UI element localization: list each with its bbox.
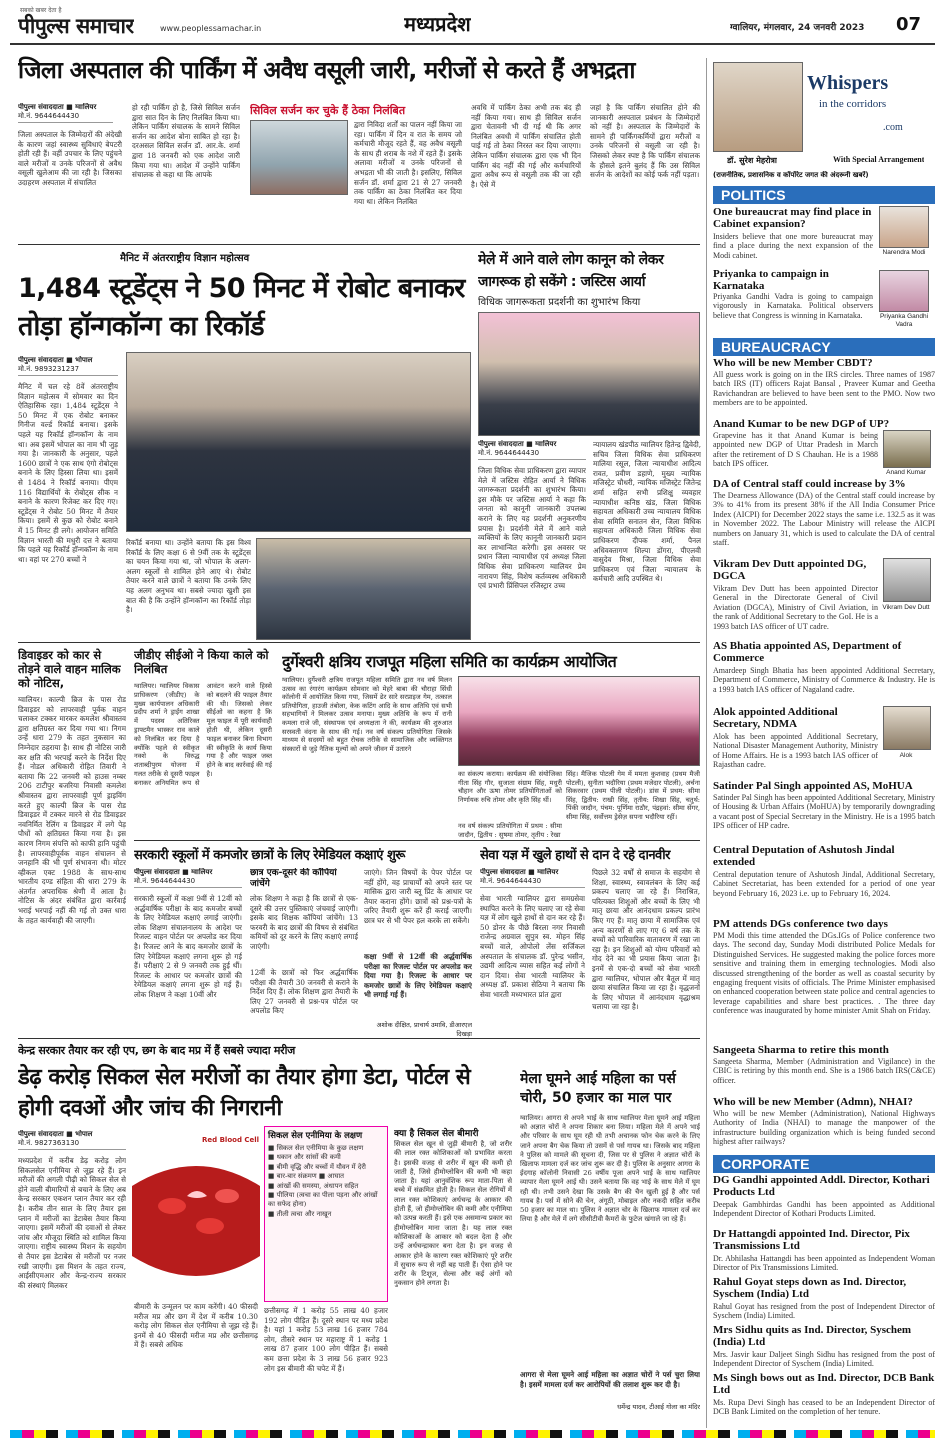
bureaucracy-header: BUREAUCRACY — [713, 338, 935, 356]
women-group-photo — [458, 676, 700, 766]
p2-head: Priyanka to campaign in Karnataka — [713, 268, 829, 292]
divider — [18, 244, 700, 245]
story1-byline — [18, 103, 113, 125]
story7-col3: 12वीं के छात्रों को फिर अर्द्धवार्षिक परीक्षा की तैयारी 30 जनवरी से कराने के निर्देश दिए हैं। लोक शिक्षण द्वारा तैयारी के लिए 27 जनवरी से प्रश्न-पत्र पोर्टल पर अपलोड किए — [250, 968, 358, 1016]
sickle-right-head: क्या है सिकल सेल बीमारी — [394, 1129, 479, 1139]
story8-col2: पिछले 32 वर्षों से समाज के सहयोग से शिक्षा, स्वास्थ्य, स्वावलंबन के लिए कई प्रकल्प चलाए जा रहे हैं। निराश्रित, परित्यक्त शिशुओं और बच्चों के लिए भी मातृ छाया और आनंदधाम प्रकल्प प्रारंभ किए गए हैं। मातृ छाया में सामाजिक एवं अन्य कारणों से लाए गए 6 वर्ष तक के बच्चों को पारिवारिक वातावरण में रखा जा रहा है। इन शिशुओं को योग्य परिवारों को गोद देने का भी प्रयास किया जाता है। इनमें से एक-दो बच्चों को सेवा भारती द्वारा ग्वालियर, भोपाल और बैतूल में मातृ छाया संचालित किया जा रहा है। वृद्धजनों के लिए भोपाल में आनंदधाम वृद्धाश्रम चलाया जा रहा है। — [592, 868, 700, 1012]
story6-headline: दुर्गेश्वरी क्षत्रिय राजपूत महिला समिति का कार्यक्रम आयोजित — [282, 652, 617, 671]
byline-mobile: मो.नं. 9644644430 — [18, 112, 113, 123]
c3-head: Rahul Goyat steps down as Ind. Director, Syschem (India) Ltd — [713, 1276, 907, 1300]
b6-body: Alok has been appointed Additional Secretary, National Disaster Management Authority, Ministry of Home Affairs. He is a 1993 batch IAS officer of Rajasthan cadre. — [713, 732, 878, 770]
b10-head: Sangeeta Sharma to retire this month — [713, 1044, 889, 1056]
story1-col4: अवधि में पार्किंग ठेका अभी तक बंद ही नहीं किया गया। साथ ही सिविल सर्जन द्वारा चेतावनी भी दी गई थी कि अगर निलंबित अवधी में पार्किंग संचालित होती पाई गई तो ठेका निरस्त कर दिया जाएगा। लेकिन पार्किंग संचालक द्वारा एक भी दिन पार्किंग बंद नहीं की गई और कर्मचारियों द्वारा अवैध रूप से वसूली तक की जा रही है। ऐसे में — [471, 103, 581, 189]
symptom-item: ■ बीमी वृद्धि और बच्चों में यौवन में देरी — [268, 1162, 366, 1171]
alok-photo — [883, 706, 931, 750]
story2-kicker: मैनिट में अंतरराष्ट्रीय विज्ञान महोत्सव — [120, 253, 250, 264]
b5-body: Amardeep Singh Bhatia has been appointed Additional Secretary, Department of Commerce, Ministry of Commerce & Industry. He is a 1993 batch IAS officer of Nagaland cadre. — [713, 666, 935, 694]
c1-head: DG Gandhi appointed Addl. Director, Kothari Products Ltd — [713, 1174, 930, 1198]
story6-result: नव वर्ष संकल्प प्रतियोगिता में प्रथम : सीमा जादौन, द्वितीय : सुषमा तोमर, तृतीय : रेखा — [458, 822, 562, 839]
story10-quote-by: धर्मेन्द्र यादव, टीआई गोला का मंदिर — [617, 1403, 700, 1411]
story9-mid1: बीमारी के उन्मूलन पर काम करेंगी। 40 फीसदी मरीज मप्र और छग में देश में करीब 10.30 करोड़ लोग सिकल सेल एनीमिया से जूझ रहे हैं। इनमें से 40 फीसदी मरीज मप्र और छत्तीसगढ़ में हैं। सबसे अधिक — [134, 1302, 258, 1350]
b7-body: Satinder Pal Singh has been appointed Additional Secretary, Ministry of Housing & Urban Affairs (MoHUA) by temporarily downgrading a vacant post of Special Secretary in the Ministry. He is a 1995 batch IPS officer of HP cadre. — [713, 793, 935, 831]
website-link[interactable]: www.peoplessamachar.in — [160, 24, 262, 33]
symptoms-list — [268, 1144, 384, 1219]
story9-kicker: केन्द्र सरकार तैयार कर रही एप, छग के बाद मप्र में हैं सबसे ज्यादा मरीज — [18, 1044, 296, 1057]
story7-headline: सरकारी स्कूलों में कमजोर छात्रों के लिए रेमेडियल कक्षाएं शुरू — [134, 848, 405, 863]
b4-head: Vikram Dev Dutt appointed DG, DGCA — [713, 558, 867, 582]
byline-text: पीपुल्स संवाददाता ■ ग्वालियर — [18, 103, 97, 111]
c2-body: Dr. Abhilasha Hattangdi has been appointed as Independent Woman Director of Pix Transmissions Limited. — [713, 1254, 935, 1273]
story10-quote: आगरा से मेला घूमने आई महिला का अज्ञात चोरों ने पर्स चुरा लिया है। इसमें मामला दर्ज कर आरोपियों की तलाश शुरू कर दी है। — [520, 1370, 700, 1389]
symptom-item: ■ आंखों की समस्या, अंधापन सहित — [268, 1181, 359, 1190]
byline-mobile: मो.नं. 9644644430 — [480, 877, 585, 888]
b4-caption: Vikram Dev Dutt — [882, 604, 930, 611]
b6-caption: Alok — [899, 752, 913, 759]
cell-label: Red Blood Cell — [202, 1136, 260, 1144]
byline-text: पीपुल्स संवाददाता ■ ग्वालियर — [134, 868, 213, 876]
arrangement: With Special Arrangement — [833, 155, 925, 164]
section-title: मध्यप्रदेश — [404, 12, 471, 36]
c4-head: Mrs Sidhu quits as Ind. Director, Syschem (India) Ltd — [713, 1324, 912, 1348]
b11-body: Who will be new Member (Administration), National Highways Authority of India (NHAI) to manage the manpower of the infrastructure building organization which is being funded second highest after railways? — [713, 1109, 935, 1147]
byline-text: पीपुल्स संवाददाता ■ ग्वालियर — [480, 868, 559, 876]
symptom-item: ■ पीलिया (त्वचा का पीला पड़ना और आंखों का सफेद होना) — [268, 1191, 378, 1209]
b7-head: Satinder Pal Singh appointed AS, MoHUA — [713, 780, 913, 792]
story5-body: ग्वालियर। ग्वालियर विकास प्राधिकरण (जीडीए) के मुख्य कार्यपालन अधिकारी प्रदीप शर्मा ने ड्राईंग शाखा में पदस्थ अतिरिक्त ड्राफ्टमैन भास्कर राव काले को निलंबित कर दिया है क्योंकि पहले से स्वीकृत नक्शे के विरुद्ध शताब्दीपुरम योजना में गलत तरीके से दूसरी फाइल बनाकर अनियमित रूप से आवंटन करने वाले हिस्से को बदलने की फाइल तैयार की थी। जिसको लेकर सीईओ का कहना है कि मूल फाइल में पूरी कार्यवाही होती थी, लेकिन दूसरी फाइल बनाकर बिना विभाग की स्वीकृति के कार्य किया गया है और फाइल जब्त होने के बाद कार्रवाई की गई है। — [134, 682, 272, 787]
b8-body: Central deputation tenure of Ashutosh Jindal, Additional Secretary, Cabinet Secretariat, has been extended for a period of one year beyond February 16, 2023 i.e. up to February 16, 2024. — [713, 870, 935, 898]
p2-caption: Priyanka Gandhi Vadra — [879, 313, 929, 328]
b6-head: Alok appointed Additional Secretary, NDMA — [713, 706, 838, 730]
story6-col3: सिंह। मैजिक पोटली गेम में ममता कुशवाह (प्रथम मैजी पोटली), सुनीता भदौरिया (प्रथम मजेदार पोटली), अर्चना सिकरवार (प्रथम पीली पोटली)। डांस में प्रथम: सीमा सिंह, द्वितीय: राखी सिंह, तृतीय: शिखा सिंह, चतुर्थ: पिंकी जादौन, पंचम: पूर्णिमा राठौर, पंद्रहवां: सीमा सेंगर, सीमा सिंह, सर्वोत्तम ड्रेसेज़ सपना भदौरिया रहीं। — [566, 770, 700, 821]
byline-text: पीपुल्स संवाददाता ■ भोपाल — [18, 1130, 93, 1138]
story8-headline: सेवा यज्ञ में खुले हाथों से दान दे रहे दानवीर — [480, 848, 670, 863]
b2-head: Anand Kumar to be new DGP of UP? — [713, 418, 890, 430]
politics-header: POLITICS — [713, 186, 935, 204]
symptom-item: ■ थकान और सांसों की कमी — [268, 1153, 341, 1162]
brand-small: सबको खबर देता है — [20, 7, 62, 14]
story5-headline: जीडीए सीईओ ने किया काले को निलंबित — [134, 648, 269, 676]
whispers-title-2: in the corridors — [819, 98, 887, 110]
byline-mobile: मो.नं. 9644644430 — [478, 449, 586, 460]
masthead — [0, 0, 945, 44]
whispers-title: Whispers — [807, 72, 889, 94]
story3-headline-2: जागरूक हो सकेंगे : जस्टिस आर्या — [478, 274, 646, 290]
priyanka-photo — [879, 270, 929, 312]
story8-byline — [480, 868, 585, 890]
modi-photo — [879, 206, 929, 248]
masthead-rule — [10, 43, 935, 45]
b5-head: AS Bhatia appointed AS, Department of Commerce — [713, 640, 902, 664]
story10-body: ग्वालियर। आगरा से अपने भाई के साथ ग्वालियर मेला घूमने आई महिला को अज्ञात चोरों ने अपना शिकार बना लिया। महिला मेले में अपने भाई और परिवार के साथ घूम रही थी तभी अचानक फोन चेक करने के लिए जाने अपना बैग चेक किया तो उसमें से पर्स गायब था। जिसके बाद महिला ने पुलिस को मामले की सूचना दी, जिस पर से पुलिस ने अज्ञात चोरों के खिलाफ मामला दर्ज कर जांच शुरू कर दी है। पुलिस के अनुसार आगरा के ईदगाह कॉलोनी निवासी 26 वर्षीय पूजा अपने भाई के साथ ग्वालियर व्यापार मेला घूमने आई थी। उसने बताया कि वह भाई के साथ मेले में घूम रही थी। तभी उसने देखा कि उसके बैग की चैन खुली हुई है और पर्स गायब है। पर्स में सोने की चेन, अंगूठी, मोबाइल और नकदी सहित करीब 50 हजार का माल था। पुलिस ने अज्ञात चोर के खिलाफ मामला दर्ज कर लिया है और मेले में लगे सीसीटीवी कैमरों के फुटेज खंगाले जा रहे हैं। — [520, 1114, 700, 1224]
story3-byline — [478, 440, 586, 462]
byline-text: पीपुल्स संवाददाता ■ ग्वालियर — [478, 440, 557, 448]
story9-body: मध्यप्रदेश में करीब डेढ़ करोड़ लोग सिकलसेल एनीमिया से जूझ रहे हैं। इन मरीजों की अगली पीढ़ी को सिकल सेल से होने वाली बीमारियों से बचाने के लिए अब केन्द्र सरकार एकशन प्लान तैयार कर रही है। करीब तीन साल के लिए तैयार इस प्लान में मरीजों का डेटाबेस तैयार किया जाएगा। इसमें मरीजों की दवाओं से लेकर जांच और मौजूदा स्थिति को शामिल किया जाएगा। राष्ट्रीय स्वास्थ्य मिशन के सहयोग से तैयार इस डेटाबेस से मरीजों पर नजर रखी जाएगी। इस मिशन के तहत राज्य, आईसीएमआर और केन्द्र-राज्य सरकार की संस्थाएं मिलकर — [18, 1156, 126, 1290]
b9-body: PM Modi this time attended the DGs.IGs of Police conference two days. The second day, Sunday Modi distributed Police Medals for Distinguished Services. He suggested making the police forces more sensitive and training them in emerging technologies. Modi also discussed strengthening of the border as well as coastal security by engaging frequent visits of officials. The Prime Minister emphasised on enhanced cooperation between state police and central agencies to leverage capabilities and share best practices. . The three day conference was inaugurated by home minister Amit Shah on Friday. — [713, 931, 935, 1016]
story1-subhead: सिविल सर्जन कर चुके हैं ठेका निलंबित — [250, 104, 406, 117]
c5-head: Ms Singh bows out as Ind. Director, DCB Bank Ltd — [713, 1372, 935, 1396]
blood-vessel-illustration — [132, 1126, 260, 1296]
blood-cell-graphic — [132, 1126, 260, 1296]
story1-col5: जहां है कि पार्किंग संचालित होने की जानकारी अस्पताल प्रबंधन के जिम्मेदारों को नहीं है। अस्पताल के जिम्मेदारों के सामने ही पार्किंगकर्मियों द्वारा मरीजों व उनके परिजनों से वसूली जा रही है। जिसको लेकर स्पष्ट है कि पार्किंग संचालक के हौसले इतने बुलंद हैं कि उस सिविल सर्जन के आदेशों का कोई फर्क नहीं पड़ता। — [590, 103, 700, 180]
divider — [18, 1038, 700, 1039]
whispers-tagline: (राजनीतिक, प्रशासनिक व कॉर्पोरेट जगत की अंदरूनी खबरें) — [713, 171, 869, 179]
story7-byline — [134, 868, 242, 890]
symptoms-box — [264, 1126, 388, 1302]
story7-col4: जाएंगे। जिन विषयों के पेपर पोर्टल पर नहीं होंगे, वह प्राचार्यों को अपने स्तर पर मासिक द्वारा जारी ब्लू प्रिंट के आधार पर तैयार कराना होंगे। छात्रों को प्रश्न-पत्रों के जरिए तैयारी शुरू करें ही कराई जाएगी। छात्र घर से भी पेपर हल करके ला सकेंगे। — [364, 868, 472, 925]
b3-body: The Dearness Allowance (DA) of the Central staff could increase by 3% to 41% from its present 38% if the All India Consumer Price Index (AICPI) for December 2022 stays the same i.e. 132.5 as it was in November 2022. The Labour Ministry will release the AICPI numbers on January 31, which is used to calculate the DA of central staff. — [713, 491, 935, 548]
story6-col1: ग्वालियर। दुर्गेश्वरी क्षत्रिय राजपूत महिला समिति द्वारा नव वर्ष मिलन उत्सव का रंगारंग कार्यक्रम सोमवार को मेहरे बाबा की चौराहा सिंधी कॉलोनी में आयोजित किया गया, जिसमें ढेर सारे सरप्राइज गेम, तत्काल प्रतियोगिता, हाउजी तंबोला, केक कटिंग आदि के साथ अतिथि एवं सभी सहभागियों ने मिलकर उत्सव मनाया। मुख्य अतिथि के रूप में रानी कमला राजे जी, संस्थापक एवं अध्यक्षता ने की, कार्यक्रम की शुरुआत सरस्वती वंदना के साथ की गई। नव वर्ष संकल्प प्रतियोगिता जिसके माध्यम से सदस्यों को बहुत रोचक तरीके से सामाजिक और व्यक्तिगत संस्कारों से जुड़े नैतिक मूल्यों को अपने जीवन में उतारने — [282, 676, 452, 753]
story9-mid2: छत्तीसगढ़ में 1 करोड़ 55 लाख 40 हजार 192 लोग पीड़ित हैं। दूसरे स्थान पर मध्य प्रदेश है। यहां 1 करोड़ 53 लाख 16 हजार 784 लोग, तीसरे स्थान पर महाराष्ट्र में 1 करोड़ 1 लाख 87 हजार 100 लोग पीड़ित हैं। सबसे कम छत्ता प्रदेश के 3 लाख 56 हजार 923 लोग इस बीमारी की चपेट में हैं। — [264, 1306, 388, 1373]
author-photo — [713, 62, 803, 152]
p1-body: Insiders believe that one more bureaucrat may find a place during the next expansion of the Modi cabinet. — [713, 232, 873, 260]
dateline: ग्वालियर, मंगलवार, 24 जनवरी 2023 — [730, 23, 865, 33]
divider — [18, 642, 700, 643]
story3-col1: जिला विधिक सेवा प्राधिकरण द्वारा व्यापार मेले में जस्टिस रोहित आर्या ने विधिक जागरूकता प्रदर्शनी का शुभारंभ किया। इस मौके पर जस्टिस आर्या ने कहा कि जनता को कानूनी जानकारी उपलब्ध कराने के लिए यह प्रदर्शनी अनुकरणीय प्रयास है। प्रदर्शनी मेले में आने वाले व्यक्तियों के लिए कानूनी जानकारी प्रदान कर लाभान्वित करेगी। इस अवसर पर प्रधान जिला न्यायाधीश एवं अध्यक्ष जिला विधिक सेवा प्राधिकरण ग्वालियर प्रेम नारायण सिंह, विशेष कर्तव्यस्थ अधिकारी एवं प्रभारी प्रिंसिपल रजिस्ट्रार उच्च — [478, 466, 586, 591]
divider — [134, 840, 700, 841]
story3-headline-1: मेले में आने वाले लोग कानून को लेकर — [478, 252, 664, 268]
b1-head: Who will be new Member CBDT? — [713, 357, 873, 369]
p2-body: Priyanka Gandhi Vadra is going to campaign vigorously in Karnataka. Political observers believe that Congress is winning in Karnataka. — [713, 292, 873, 320]
p1-head: One bureaucrat may find place in Cabinet expansion? — [713, 206, 872, 230]
byline-mobile: मो.नं. 9893231237 — [18, 365, 118, 376]
p1-caption: Narendra Modi — [882, 249, 926, 256]
c5-body: Ms. Rupa Devi Singh has ceased to be an Independent Director of DCB Bank Limited on the completion of her tenure. — [713, 1398, 935, 1417]
story9-headline: डेढ़ करोड़ सिकल सेल मरीजों का तैयार होगा डेटा, पोर्टल से होगी दवओं और जांच की निगरानी — [18, 1065, 471, 1121]
story4-body: ग्वालियर। काल्पी ब्रिज के पास रोड डिवाइडर को लापरवाही पूर्वक वाहन चलाकर टक्कर मारकर कमलेश श्रीवास्तव द्वारा क्षतिग्रस्त कर दिया गया था। निगम उन्हें धारा 279 के तहत नुकसान का निम्नेदार ठहराया है। साथ ही नोटिस जारी कर क्षति की भरपाई करने के निर्देश दिए हैं। नोडल अधिकारी रोहित तिवारी ने बताया कि 22 जनवरी को हाउस नम्बर 206 टाटीपुर बजरिया निवासी कमलेश श्रीवास्तव द्वारा लापरवाही पूर्ण ड्राइविंग करते हुए काल्पी ब्रिज के पास रोड डिवाइडर में टक्कर मारने से रोड डिवाइडर नवनिर्मित रेलिंग व डिवाइडर में लगे पेड़ पौधों को क्षतिग्रस्त किया गया है। इस कारण निगम संपत्ति को काफी हानि पहुंची है। लापरवाहीपूर्वक वाहन संचालन से जनहानि की भी पूर्ण संभावना थी। मोटर व्हीकल एक्ट 1988 के साथ-साथ भारतीय दण्ड संहिता की धारा 279 के अंतर्गत अपराधिक श्रेणी में आता है। नोटिस के अंदर संबंधित द्वारा कार्रवाई भराई भरपाई नहीं की गई तो उक्त धारा के तहत कार्यवाही की जाएगी। — [18, 695, 126, 925]
story10-headline: मेला घूमने आई महिला का पर्स चोरी, 50 हजार का माल पार — [520, 1071, 676, 1106]
story7-quote: कक्षा 9वीं से 12वीं की अर्द्धवार्षिक परीक्षा का रिजल्ट पोर्टल पर अपलोड कर दिया गया है। रिजल्ट के आधार पर कमजोर छात्रों के लिए रेमेडियल कक्षाएं भी लगाई गई हैं। — [364, 952, 472, 1000]
story7-box-body: लोक शिक्षण ने कहा है कि छात्रों से एक-दूसरे की उत्तर पुस्तिकाएं जंचवाई जाएंगी। इसके बाद शिक्षक कॉपियां जांचेंगे। 13 फरवरी के बाद छात्रों की विषय से संबंधित कमियों को दूर करने के लिए कक्षाएं लगाई जाएंगी। — [250, 894, 358, 951]
c2-head: Dr Hattangdi appointed Ind. Director, Pix Transmissions Ltd — [713, 1228, 910, 1252]
b2-body: Grapevine has it that Anand Kumar is being appointed new DGP of Uttar Pradesh in March after the retirement of D S Chauhan. He is a 1988 batch IPS officer. — [713, 431, 878, 469]
story7-quote-by: अशोक दीक्षित, प्राचार्य उमावि, डीआरएल दिखड़ा — [376, 1021, 472, 1038]
story2-col1: मैनिट में चल रहे 8वें अंतरराष्ट्रीय विज्ञान महोत्सव में सोमवार का दिन ऐतिहासिक रहा। 1,484 स्टूडेंट्स ने 50 मिनट में एक रोबोट बनाकर गिनीज वर्ल्ड रिकॉर्ड बनाया। इसके पहले यह रिकॉर्ड हॉन्गकॉन्ग के नाम था। अब इसमें भोपाल का नाम भी जुड़ गया है। जानकारी के अनुसार, पहले 1600 छात्रों ने एक साथ एंगो रोबोट्स बनाने के लिए हिस्सा लिया था। इसमें से 1484 ने रिकॉर्ड बनाया। पीएम 116 विद्यार्थियों के रोबोट्स सीक न बनाने के कारण रिजेक्ट कर दिए गए। स्टूडेंट्स ने रोबोट 50 मिनट में तैयार किया। इसमें से कुछ को रोबोट बनाने में 15 मिनट ही लगे। आयोजन समिति विज्ञान भारती की मधुरी दत्त ने बताया कि पहले यह रिकॉर्ड हॉन्गकॉन्ग के नाम था। वहां पर 270 बच्चों ने — [18, 382, 118, 564]
story7-col1: सरकारी स्कूलों में कक्षा 9वीं से 12वीं को अर्द्धवार्षिक परीक्षा के बाद कमजोर बच्चों के लिए रेमेडियल कक्षाएं लगाई जाएंगी। लोक शिक्षण संचालनालय के आदेश पर रिजल्ट वाहन पोर्टल पर अपलोड कर दिया है। रिजल्ट आने के बाद कमजोर छात्रों के लिए रेमेडियल कक्षाएं लगना शुरू हो गई हैं। परीक्षाएं 2 से 9 जनवरी तक हुई थीं। रिजल्ट के आधार पर कमजोर छात्रों की रेमेडियल कक्षाएं लगना शुरू हो गई हैं। लोक शिक्षण ने कक्षा 10वीं और — [134, 894, 242, 999]
author-name: डॉ. सुरेश मेहरोत्रा — [727, 156, 777, 165]
b8-head: Central Deputation of Ashutosh Jindal extended — [713, 844, 895, 868]
print-color-bar — [10, 1430, 935, 1438]
b11-head: Who will be new Member (Admn), NHAI? — [713, 1096, 913, 1108]
b10-body: Sangeeta Sharma, Member (Administration and Vigilance) in the CBIC is retiring by this month end. She is a 1986 batch IRS(C&CE) officer. — [713, 1057, 935, 1085]
brand-logo[interactable]: पीपुल्स समाचार — [18, 14, 134, 38]
b4-body: Vikram Dev Dutt has been appointed Director General in the Directorate General of Civil Aviation (DGCA), Ministry of Civil Aviation, in the rank of Additional Secretary to the GoI. He is a 1993 batch IAS officer of UT cadre. — [713, 584, 878, 631]
page-number: 07 — [896, 14, 922, 35]
symptom-item: ■ सिकल सेल एनीमिया के कुछ लक्षण — [268, 1144, 364, 1152]
corporate-header: CORPORATE — [713, 1155, 935, 1173]
sickle-right-body: सिकल सेल खून से जुड़ी बीमारी है, जो शरीर की लाल रक्त कोशिकाओं को प्रभावित करता है। इसकी वजह से शरीर में खून की कमी हो जाती है, जिसे हीमोग्लोबिन की कमी भी कहा जाता है। यहां आनुवंशिक रूप माता-पिता से बच्चे में संक्रमित होती है। सिकल सेल रोगियों में लाल रक्त कोशिकाएं अर्धचन्द्र के आकार की होती हैं, जो हीमोग्लोबिन की कमी और एनीमिया को उत्पन्न करती हैं। इसे एक असमान्य प्रकार का हीमोग्लोबिन माना जाता है। यह लाल रक्त कोशिकाओं के आकार को बदल देता है और उन्हें अर्धचन्द्राकार बना देता है। इन वजह से आकार होने के कारण रक्त कोशिकाएं पूरे शरीर में सुचारु रूप से नहीं बह पाती हैं। ऐसा होने पर शरीर के टिशूज, सेल्स और कई अंगों को नुकसान होने लगता है। — [394, 1140, 512, 1288]
whispers-panel — [706, 58, 936, 1428]
students-photo-main — [126, 352, 471, 532]
story9-byline — [18, 1130, 126, 1152]
story8-col1: सेवा भारती ग्वालियर द्वारा समग्रसेवा स्थापित करने के लिए चलाए जा रहे सेवा यज्ञ में लोग खुले हाथों से दान कर रहे हैं। 50 डोनर के पीछे बिरला नगर निवासी राजेन्द्र अग्रवाल सुपुत्र स्व. मोहन सिंह बच्चों वाले, ओपोलो लेंस सर्जिकल अस्पताल के संचालक डॉ. पुरेन्द्र भसीन, उद्यमी आदित्य व्यास सहित कई लोगों ने दान दिया। सेवा भारती ग्वालियर के अध्यक्ष डॉ. प्रकाश सेठिया ने बताया कि सेवा भारती मध्यभारत प्रांत द्वारा — [480, 894, 585, 999]
students-photo-robot — [256, 538, 471, 640]
story1-col3: द्वारा निविदा शर्तों का पालन नहीं किया जा रहा। पार्किंग में दिन व रात के समय जो कर्मचारी मौजूद रहते हैं, वह अवैध वसूली के साथ ही शराब के नशे में रहते हैं। इसके अलावा मरीजों व उनके परिजनों से अभद्रता भी की जाती है। इसलिए, सिविल सर्जन डॉ. शर्मा द्वारा 21 से 27 जनवरी तक पार्किंग का ठेका निलंबित कर दिया गया था। लेकिन निलंबित — [354, 120, 462, 206]
story2-col2: रिकॉर्ड बनाया था। उन्होंने बताया कि इस विश्व रिकॉर्ड के लिए कक्षा 6 से 9वीं तक के स्टूडेंट्स का चयन किया गया था, जो भोपाल के अलग-अलग स्कूलों से शामिल होने आए थे। रोबोट तैयार करने वाले छात्रों ने बताया कि उनके लिए यह अलग अनुभव था। सबसे ज्यादा खुशी इस बात की है कि उन्होंने हॉन्गकॉन्ग का रिकॉर्ड तोड़ा है। — [126, 538, 251, 615]
b2-caption: Anand Kumar — [886, 469, 926, 476]
story1-headline: जिला अस्पताल की पार्किंग में अवैध वसूली जारी, मरीजों से करते हैं अभद्रता — [18, 56, 635, 84]
story1-col1: जिला अस्पताल के जिम्मेदारों की अंदेखी के कारण जहां स्वास्थ्य सुविधाएं बेपटरी होती रही हैं। वहीं उपचार के लिए पहुंचने वाले मरीजों व उनके परिजनों से अवैध वसूली खुलेआम की जा रही है। जिसका उदाहरण अस्पताल में संचालित — [18, 130, 122, 187]
whispers-title-3: .com — [883, 122, 903, 133]
symptoms-head: सिकल सेल एनीमिया के लक्षण — [268, 1131, 363, 1141]
byline-text: पीपुल्स संवाददाता ■ भोपाल — [18, 356, 93, 364]
symptom-item: ■ बार-बार संक्रमण ■ आघात — [268, 1172, 345, 1181]
b1-body: All guess work is going on in the IRS circles. Three names of 1987 batch IRS (IT) officers Rajat Bansal , Praveer Kumar and Geetha Ravichandran are believed to have been sent to the PMO. Now two members are to be appointed. — [713, 370, 935, 408]
c3-body: Rahul Goyat has resigned from the post of Independent Director of Syschem (India) Limited. — [713, 1302, 935, 1321]
vikram-photo — [883, 558, 931, 602]
byline-mobile: मो.नं. 9644644430 — [134, 877, 242, 888]
c1-body: Deepak Gambhirdas Gandhi has been appointed as Additional Independent Director of Kothari Products Limited. — [713, 1200, 935, 1219]
b3-head: DA of Central staff could increase by 3% — [713, 478, 906, 490]
story1-col2: हो रही पार्किंग हो है, जिसे सिविल सर्जन द्वारा सात दिन के लिए निलंबित किया था। लेकिन पार्किंग संचालक के सामने सिविल सर्जन का आदेश बोना साबित हो रहा है। दरअसल सिविल सर्जन डॉ. आर.के. शर्मा द्वारा 18 जनवरी को एक आदेश जारी किया गया था। आदेश में उन्होंने पार्किंग संचालक से कहा था कि आपके — [132, 103, 240, 180]
story4-headline: डिवाइडर को कार से तोड़ने वाले वाहन मालिक को नोटिस, — [18, 648, 121, 690]
story3-col2: न्यायालय खंडपीठ ग्वालियर हितेन्द्र द्विवेदी, सचिव जिला विधिक सेवा प्राधिकरण मालिया रसूल, जिला न्यायाधीश आदित्य रावत, प्रवीण डहाणे, मुख्य न्यायिक मजिस्ट्रेट चौधरी, न्यायिक मजिस्ट्रेट जितेन्द्र शर्मा सहित सभी प्रशिक्षु व्यवहार न्यायाधीश कनिष्ठ खंड, जिला विधिक सहायता अधिकारी उच्च न्यायालय विधिक सेवा समिति सनातन सेन, जिला विधिक सहायता अधिकारी जिला विधिक सेवा प्राधिकरण दीपक शर्मा, पैनल अधिवक्तागण शिल्पा डोंगरा, पीएलवी वासुदेव मिश्रा, जिला विधिक सेवा प्राधिकरण एवं जिला न्यायालय के कर्मचारी आदि उपस्थित थे। — [593, 440, 701, 584]
c4-body: Mrs. Jasvir kaur Daljeet Singh Sidhu has resigned from the post of Independent Director of Syschem (India) Limited. — [713, 1350, 935, 1369]
b9-head: PM attends DGs conference two days — [713, 918, 888, 930]
story2-byline — [18, 356, 118, 378]
exhibition-photo — [478, 312, 700, 436]
anand-kumar-photo — [883, 430, 931, 468]
story2-headline: 1,484 स्टूडेंट्स ने 50 मिनट में रोबोट बनाकर तोड़ा हॉन्गकॉन्ग का रिकॉर्ड — [18, 273, 465, 342]
hospital-photo — [250, 120, 348, 195]
story6-col2: का संकल्प कराया। कार्यक्रम की संयोजिका गीता सिंह गौर, सुजाता संग्राम सिंह, मधुरी चौहान और ऊषा तोमर प्रतियोगिताओं को निर्णायक रुचि तोमर और कृति सिंह थीं। — [458, 770, 562, 804]
byline-mobile: मो.नं. 9827363130 — [18, 1139, 126, 1150]
story3-sub: विधिक जागरूकता प्रदर्शनी का शुभारंभ किया — [478, 297, 641, 308]
symptom-item: ■ तीली त्वचा और नाखून — [268, 1209, 332, 1218]
story1-col3b — [250, 198, 348, 240]
story7-box-head: छात्र एक-दूसरे की कॉपियां जांचेंगे — [250, 868, 337, 889]
